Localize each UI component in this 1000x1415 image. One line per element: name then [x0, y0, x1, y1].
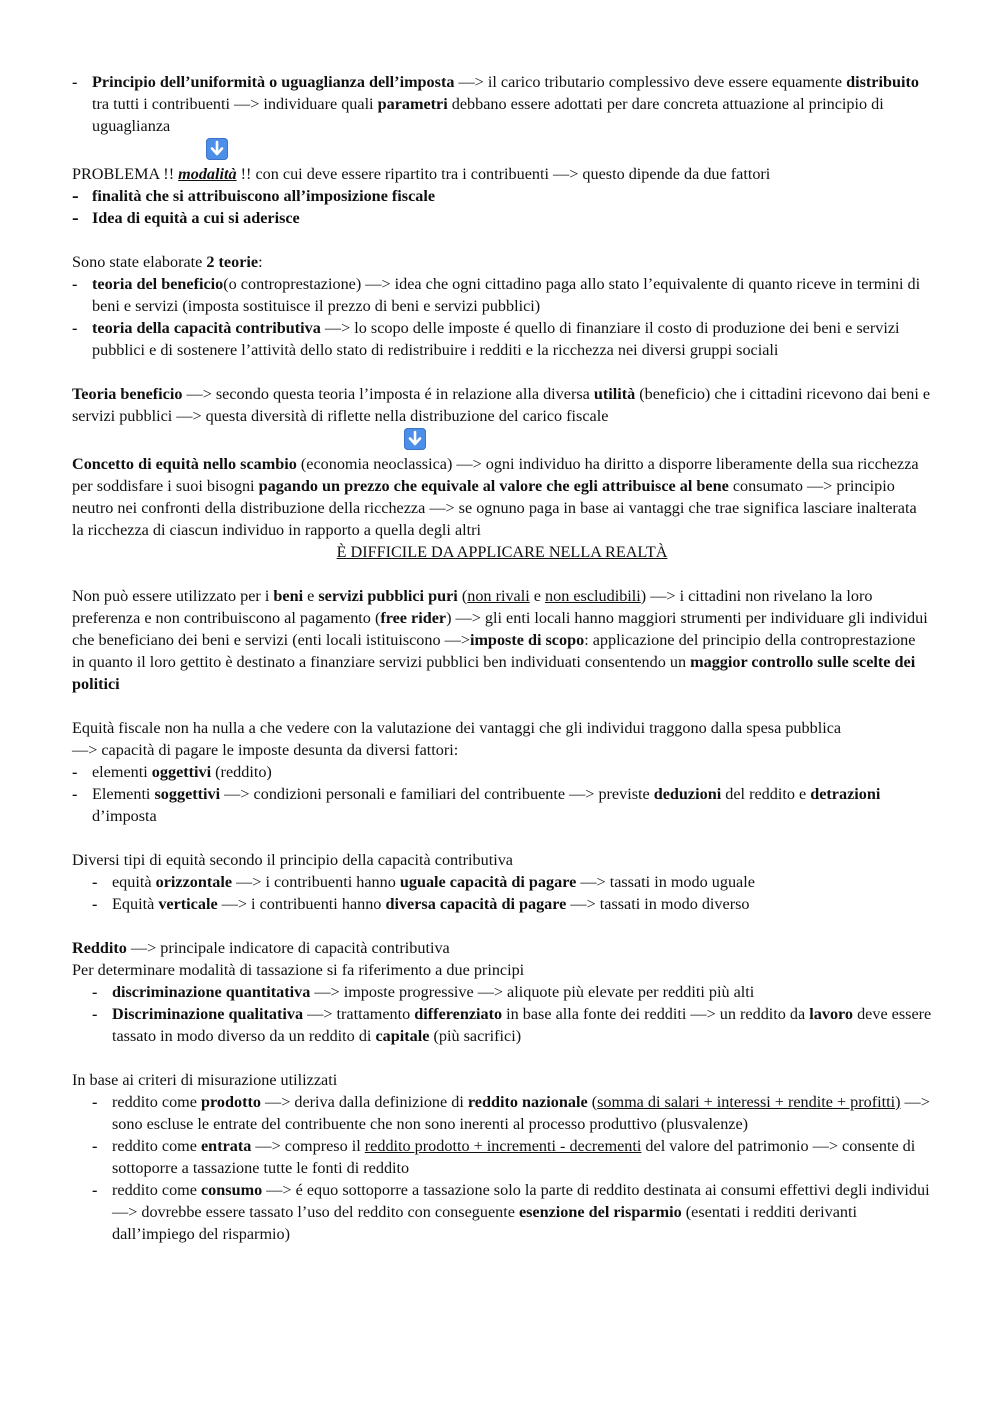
bullet-dash: -: [92, 1181, 98, 1199]
bullet-dash: -: [92, 1093, 98, 1111]
term-uniformity: Principio dell’uniformità o uguaglianza dell’imposta: [92, 73, 455, 91]
problem-line: PROBLEMA !! modalità !! con cui deve essere ripartito tra i contribuenti —> questo dipende da due fattori: [72, 165, 771, 183]
paragraph: —> capacità di pagare le imposte desunta da diversi fattori:: [72, 741, 459, 759]
list-item-benefit-theory: - teoria del beneficio(o controprestazione) —> idea che ogni cittadino paga allo stato l’equivalente di quanto riceve in termini di beni e servizi (imposta sostituisce il prezzo di beni e servizi pubblici): [72, 275, 921, 315]
bullet-dash: -: [92, 983, 98, 1001]
bullet-dash: -: [92, 1005, 98, 1023]
bullet-dash: -: [72, 785, 78, 803]
paragraph: Diversi tipi di equità secondo il principio della capacità contributiva: [72, 851, 513, 869]
bullet-dash: -: [72, 73, 78, 91]
paragraph-benefit: Teoria beneficio —> secondo questa teoria l’imposta é in relazione alla diversa utilità (beneficio) che i cittadini ricevono dai beni e servizi pubblici —> questa diversità di riflette nella distribuzione del carico fiscale: [72, 385, 931, 425]
bullet-dash: -: [72, 763, 78, 781]
bullet-dash: -: [72, 185, 79, 207]
list-item-ability-theory: - teoria della capacità contributiva —> lo scopo delle imposte é quello di finanziare il costo di produzione dei beni e servizi pubblici e di sostenere l’attività dello stato di redistribuire i redditi e la ricchezza nei diversi gruppi sociali: [72, 319, 900, 359]
paragraph-equity-exchange: Concetto di equità nello scambio (economia neoclassica) —> ogni individuo ha diritto a disporre liberamente della sua ricchezza per soddisfare i suoi bisogni pagando un prezzo che equivale al valore che egli attribuisce al bene consumato —> principio neutro nei confronti della distribuzione della ricchezza —> se ognuno paga in base ai vantaggi che trae significa lasciare inalterata la ricchezza di ciascun individuo in rapporto a quella degli altri: [72, 455, 919, 539]
bullet-dash: -: [72, 319, 78, 337]
paragraph-fiscal-equity: Equità fiscale non ha nulla a che vedere con la valutazione dei vantaggi che gli individui traggono dalla spesa pubblica: [72, 719, 842, 737]
list-item-uniformity: - Principio dell’uniformità o uguaglianza dell’imposta —> il carico tributario complessivo deve essere equamente distribuito tra tutti i contribuenti —> individuare quali parametri debbano essere adottati per dare concreta attuazione al principio di uguaglianza: [72, 73, 919, 135]
centered-heading: È DIFFICILE DA APPLICARE NELLA REALTÀ: [336, 543, 668, 561]
paragraph: In base ai criteri di misurazione utilizzati: [72, 1071, 338, 1089]
bullet-dash: -: [92, 1137, 98, 1155]
paragraph-income: Reddito —> principale indicatore di capacità contributiva: [72, 939, 450, 957]
document-page: [72, 71, 932, 1245]
arrow-row: [72, 427, 932, 453]
bullet-dash: -: [92, 873, 98, 891]
down-arrow-icon: [404, 428, 426, 450]
bullet-dash: -: [72, 275, 78, 293]
list-item: - Idea di equità a cui si aderisce: [72, 207, 300, 229]
paragraph-public-goods: Non può essere utilizzato per i beni e servizi pubblici puri (non rivali e non escludibili) —> i cittadini non rivelano la loro preferenza e non contribuiscono al pagamento (free rider) —> gli enti locali hanno maggiori strumenti per individuare gli individui che beneficiano dei beni e servizi (enti locali istituiscono —>imposte di scopo: applicazione del principio della controprestazione in quanto il loro gettito è destinato a finanziare servizi pubblici ben individuati consentendo un maggior controllo sulle scelte dei politici: [72, 587, 928, 693]
arrow-row: [72, 137, 932, 163]
bullet-dash: -: [92, 895, 98, 913]
paragraph: Per determinare modalità di tassazione si fa riferimento a due principi: [72, 961, 525, 979]
list-item: - reddito come prodotto —> deriva dalla definizione di reddito nazionale (somma di salari + interessi + rendite + profitti) —> sono escluse le entrate del contribuente che non sono inerenti al processo produttivo (plusvalenze): [92, 1093, 930, 1133]
list-item: - reddito come entrata —> compreso il reddito prodotto + incrementi - decrementi del valore del patrimonio —> consente di sottoporre a tassazione tutte le fonti di reddito: [92, 1137, 916, 1177]
paragraph: Sono state elaborate 2 teorie:: [72, 253, 263, 271]
bullet-dash: -: [72, 207, 79, 229]
list-item: - Elementi soggettivi —> condizioni personali e familiari del contribuente —> previste deduzioni del reddito e detrazioni d’imposta: [72, 785, 881, 825]
list-item: - reddito come consumo —> é equo sottoporre a tassazione solo la parte di reddito destinata ai consumi effettivi degli individui —> dovrebbe essere tassato l’uso del reddito con conseguente esenzione del risparmio (esentati i redditi derivanti dall’impiego del risparmio): [92, 1181, 930, 1243]
list-item: - finalità che si attribuiscono all’imposizione fiscale: [72, 185, 436, 207]
list-item: - Discriminazione qualitativa —> trattamento differenziato in base alla fonte dei redditi —> un reddito da lavoro deve essere tassato in modo diverso da un reddito di capitale (più sacrifici): [92, 1005, 932, 1045]
list-item: - elementi oggettivi (reddito): [72, 763, 272, 781]
list-item: - discriminazione quantitativa —> imposte progressive —> aliquote più elevate per redditi più alti: [92, 983, 755, 1001]
list-item: - Equità verticale —> i contribuenti hanno diversa capacità di pagare —> tassati in modo diverso: [92, 895, 750, 913]
down-arrow-icon: [206, 138, 228, 160]
list-item: - equità orizzontale —> i contribuenti hanno uguale capacità di pagare —> tassati in modo uguale: [92, 873, 755, 891]
